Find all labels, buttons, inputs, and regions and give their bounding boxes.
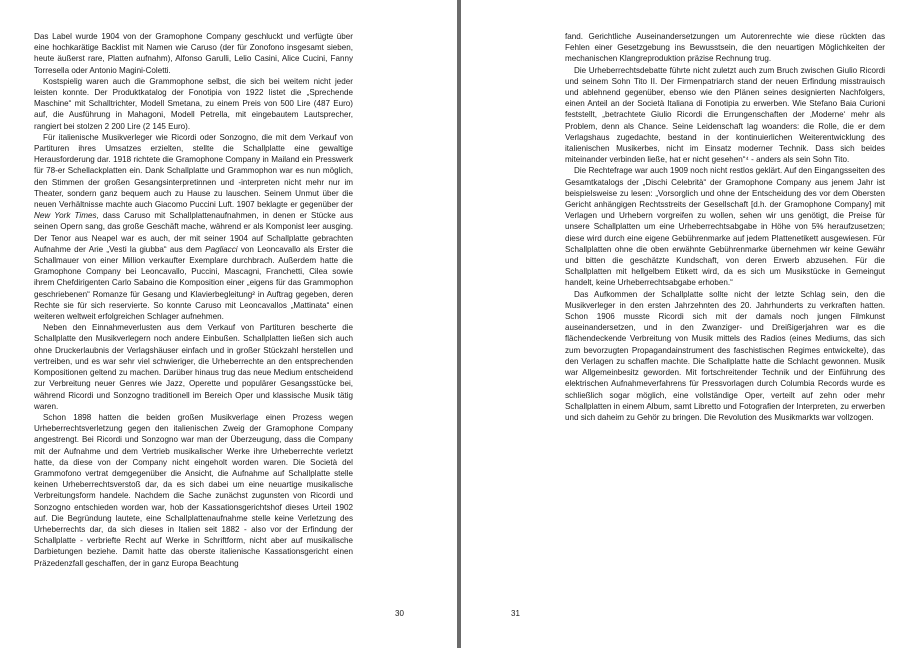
page-number: 30 [395, 609, 404, 618]
paragraph: Kostspielig waren auch die Grammophone selbst, die sich bei weitem nicht jeder leisten konnte. Der Produktkatalog der Fonotipia von 1922 listet die „Sprechende Maschine“ mit Schalltrichter, Modell Smetana, zu einem Preis von 500 Lire (487 Euro) auf, die Ausführung in Mahagoni, Modell Petrella, mit eingebautem Lautsprecher, rangiert bei stolzen 2 200 Lire (2 145 Euro). [34, 76, 353, 131]
left-page-body [34, 31, 353, 569]
page-number: 31 [511, 609, 520, 618]
paragraph: fand. Gerichtliche Auseinandersetzungen um Autorenrechte wie diese rückten das Fehlen einer Gesetzgebung ins Bewusstsein, die den neuartigen Möglichkeiten der mechanischen Klangreproduktion präzise Rechnung trug. [565, 32, 885, 64]
left-page [0, 0, 457, 648]
paragraph: Das Label wurde 1904 von der Gramophone Company geschluckt und verfügte über eine hochkarätige Backlist mit Namen wie Caruso (der für Zonofono insgesamt sieben, heute äußerst rare, Platten aufnahm), Alfonso Garulli, Lelio Casini, Alice Cucini, Fanny Torresella oder Antonio Magini-Coletti. [34, 32, 353, 75]
right-page-body [565, 31, 885, 423]
paragraph: Für italienische Musikverleger wie Ricordi oder Sonzogno, die mit dem Verkauf von Partituren ihres Umsatzes erzielten, stellte die Schallplatte eine gewaltige Herausforderung dar. 1918 richtete die Gramophone Company in Mailand ein Presswerk für 78-er Schellackplatten ein. Dank Schallplatte und Grammophon war es nun möglich, den Stimmen der großen Gesangsinterpretinnen und -interpreten nicht mehr nur im Theater, sondern ganz bequem auch zu Hause zu lauschen. Seinem Unmut über die neuen Verhältnisse machte auch Giacomo Puccini Luft. 1907 beklagte er gegenüber der New York Times, dass Caruso mit Schallplattenaufnahmen, in denen er Stücke aus seinen Opern sang, das große Geschäft mache, während er als Komponist leer ausging. Der Tenor aus Neapel war es auch, der mit seiner 1904 auf Schallplatte gebrachten Aufnahme der Arie „Vesti la giubba“ aus dem Pagliacci von Leoncavallo als Erster die Schallmauer von einer Million verkaufter Exemplare durchbrach. Außerdem hatte die Gramophone Company bei Leoncavallo, Puccini, Mascagni, Franchetti, Cilea sowie ihrem Chefdirigenten Carlo Sabaino die Komposition einer „eigens für das Grammophon geschriebenen“ Romanze für Gesang und Klavierbegleitung² in Auftrag gegeben, deren Rechte sie für sich reservierte. So konnte Caruso mit Leoncavallos „Mattinata“ einen weiteren weltweit erfolgreichen Schlager aufnehmen. [34, 132, 354, 322]
right-page [461, 0, 918, 648]
paragraph: Neben den Einnahmeverlusten aus dem Verkauf von Partituren bescherte die Schallplatte den Musikverlegern noch andere Einbußen. Schallplatten ließen sich auch ohne Druckerlaubnis der Verlagshäuser einfach und in großer Stückzahl herstellen und vertreiben, und es war sehr viel schwieriger, die Urheberrechte an den entsprechenden Kompositionen geltend zu machen. Darüber hinaus trug das neue Medium entscheidend zur Verbreitung neuer Genres wie Jazz, Operette und populärer Gesangsstücke bei, während Ricordi und Sonzogno traditionell im Bereich Oper und klassische Musik tätig waren. [34, 323, 353, 411]
paragraph: Das Aufkommen der Schallplatte sollte nicht der letzte Schlag sein, den die Musikverleger in den ersten Jahrzehnten des 20. Jahrhunderts zu verkraften hatten. Schon 1906 musste Ricordi sich mit der damals noch jungen Filmkunst auseinandersetzen, und in den Zwanziger- und Dreißigerjahren war es die flächendeckende Verbreitung von Musik mittels des Radios (eines Mediums, das sich zum bevorzugten Propagandainstrument des faschistischen Regimes entwickelte), das den Verlagen zu schaffen machte. Die Schallplatte hatte die Schlacht gewonnen. Musik war Allgemeinbesitz geworden. Mit fortschreitender Technik und der Einführung des elektrischen Aufnahmeverfahrens für Pressvorlagen durch Columbia Records wurde es schließlich sogar möglich, eine vollständige Oper, verteilt auf zehn oder mehr Schallplatten in einem Album, samt Libretto und Fotografien der Interpreten, zu erwerben und sich daheim zu Gehör zu bringen. Die Revolution des Musikmarkts war vollzogen. [565, 289, 885, 422]
paragraph: Schon 1898 hatten die beiden großen Musikverlage einen Prozess wegen Urheberrechtsverletzung gegen den italienischen Zweig der Gramophone Company angestrengt. Bei Ricordi und Sonzogno war man der Überzeugung, dass die Company mit der Aufnahme und dem Vertrieb musikalischer Werke ihre Urheberrechte verletzt hatte, da diese von der Company nicht eingeholt worden waren. Die Società del Grammofono vertrat demgegenüber die Ansicht, die Aufnahme auf Schallplatte stelle keinen Urheberrechtsverstoß dar, da es sich dabei um eine neuartige musikalische Verbreitungsform handele. Nachdem die Sache zunächst zugunsten von Ricordi und Sonzogno entschieden worden war, hob der Kassationsgerichtshof dieses Urteil 1902 auf. Die Begründung lautete, eine Schallplattenaufnahme stelle keine Verletzung des Urheberrechts dar, da sich dieses in Italien seit 1882 - also vor der Erfindung der Schallplatte - verbriefte Recht auf Werke in Schriftform, nicht aber auf musikalische Darbietungen beziehe. Damit hatte das oberste italienische Kassationsgericht einen Präzedenzfall geschaffen, der in ganz Europa Beachtung [34, 412, 353, 568]
paragraph: Die Urheberrechtsdebatte führte nicht zuletzt auch zum Bruch zwischen Giulio Ricordi und seinem Sohn Tito II. Der Firmenpatriarch stand der neuen Erfindung misstrauisch und ablehnend gegenüber, ebenso wie den Plänen seines designierten Nachfolgers, einen Anteil an der Società Italiana di Fonotipia zu erwerben. Wie Stefano Baia Curioni feststellt, „betrachtete Giulio Ricordi die Errungenschaften der ‚Moderne‘ mehr als Problem, denn als Chance. Seine Leidenschaft lag woanders: die Rolle, die er dem Verlagshaus zugedachte, bestand in der kontinuierlichen Weiterentwicklung des italienischen Musikerbes, nicht im Einsatz moderner Technik. Dass sich beides miteinander verbinden ließe, hat er nicht gesehen“⁴ - anders als sein Sohn Tito. [565, 65, 885, 165]
paragraph: Die Rechtefrage war auch 1909 noch nicht restlos geklärt. Auf den Eingangsseiten des Gesamtkatalogs der „Dischi Celebrità“ der Gramophone Company aus jenem Jahr ist beispielsweise zu lesen: „Vorsorglich und ohne der Entscheidung des vor dem Obersten Gericht anhängigen Rechtsstreits der Gesellschaft [d.h. der Gramophone Company] mit Verlagen und Urhebern vorgreifen zu wollen, sehen wir uns genötigt, die Preise für unsere Schallplatten um eine Urheberrechtsabgabe in Höhe von 5% heraufzusetzen; diese wird durch eine eigene Gebührenmarke auf jedem Plattenetikett ausgewiesen. Für Schallplatten ohne die oben erwähnte Gebührenmarke übernehmen wir keine Gewähr und bitten die geschätzte Kundschaft, von deren Erwerb abzusehen. Für die Schallplatten mit hellgelbem Etikett wird, da es sich um Musikstücke in Gemeingut handelt, keine Urheberrechtsabgabe erhoben.“ [565, 166, 885, 288]
